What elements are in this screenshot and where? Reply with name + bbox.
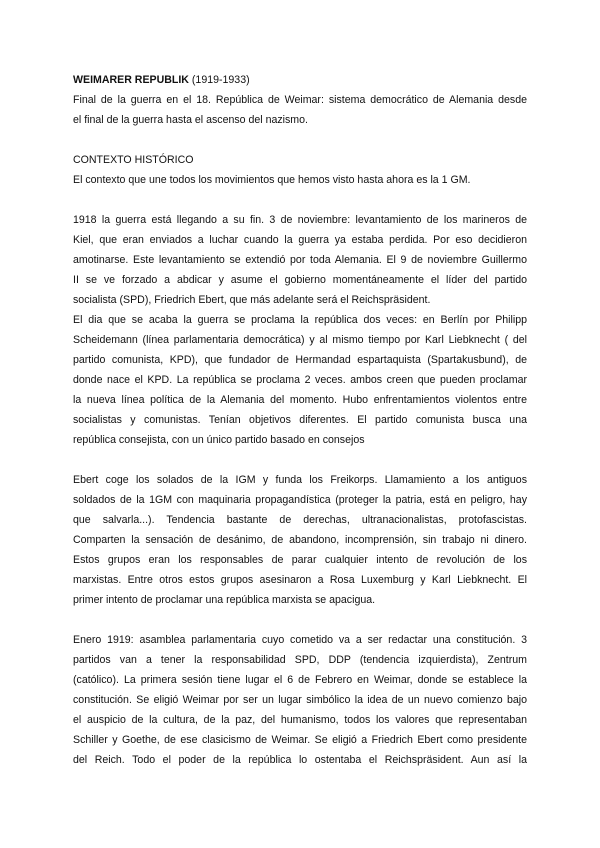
intro-line: Final de la guerra en el 18. República de Weimar: sistema democrático de Alemania desde xyxy=(73,94,527,106)
paragraph-line: (católico). La primera sesión tiene lugar el 6 de Febrero en Weimar, donde se establece la xyxy=(73,674,527,686)
paragraph-line: socialista (SPD), Friedrich Ebert, que más adelante será el Reichspräsident. xyxy=(73,294,431,306)
spacer xyxy=(73,130,527,150)
paragraph-line: socialistas y comunistas. Tenían objetivos diferentes. El partido comunista busca una xyxy=(73,414,527,426)
paragraph-line: Ebert coge los solados de la IGM y funda los Freikorps. Llamamiento a los antiguos xyxy=(73,474,527,486)
paragraph-line: marxistas. Entre otros estos grupos asesinaron a Rosa Luxemburg y Karl Liebknecht. El xyxy=(73,574,527,586)
intro-line: el final de la guerra hasta el ascenso del nazismo. xyxy=(73,114,308,126)
paragraph-line: Enero 1919: asamblea parlamentaria cuyo cometido va a ser redactar una constitución. 3 xyxy=(73,634,527,646)
paragraph-line: soldados de la 1GM con maquinaria propagandística (proteger la patria, está en peligro, hay xyxy=(73,494,527,506)
context-text: El contexto que une todos los movimientos que hemos visto hasta ahora es la 1 GM. xyxy=(73,174,471,186)
section-heading-context: CONTEXTO HISTÓRICO xyxy=(73,154,194,166)
paragraph-line: que salvarla...). Tendencia bastante de derechas, ultranacionalistas, protofascistas. xyxy=(73,514,527,526)
paragraph-line: partidos van a tener la responsabilidad SPD, DDP (tendencia izquierdista), Zentrum xyxy=(73,654,527,666)
paragraph-line: constitución. Se eligió Weimar por ser un lugar simbólico la idea de un nuevo comienzo bajo xyxy=(73,694,527,706)
spacer xyxy=(73,450,527,470)
title-years: (1919-1933) xyxy=(191,74,250,86)
paragraph-line: Schiller y Goethe, de ese clasicismo de Weimar. Se eligió a Friedrich Ebert como presidente xyxy=(73,734,527,746)
document-title xyxy=(73,70,527,90)
paragraph-line: Scheidemann (línea parlamentaria democrática) y al mismo tiempo por Karl Liebknecht ( del xyxy=(73,334,527,346)
paragraph-line: donde nace el KPD. La república se proclama 2 veces. ambos creen que pueden proclamar xyxy=(73,374,527,386)
paragraph-line: primer intento de proclamar una república marxista se apacigua. xyxy=(73,594,376,606)
paragraph-line: del Reich. Todo el poder de la república lo ostentaba el Reichspräsident. Aun así la xyxy=(73,754,527,766)
title-heading: WEIMARER REPUBLIK xyxy=(73,74,189,86)
paragraph-line: el auspicio de la cultura, de la paz, del humanismo, todos los valores que representaban xyxy=(73,714,527,726)
paragraph-line: Comparten la sensación de desánimo, de abandono, incomprensión, sin trabajo ni dinero. xyxy=(73,534,527,546)
paragraph-line: Estos grupos eran los responsables de parar cualquier intento de revolución de los xyxy=(73,554,527,566)
paragraph-line: amotinarse. Este levantamiento se extendió por toda Alemania. El 9 de noviembre Guillermo xyxy=(73,254,527,266)
paragraph-2 xyxy=(73,470,527,610)
paragraph-line: la nueva línea política de la Alemania del momento. Hubo enfrentamientos violentos entre xyxy=(73,394,527,406)
paragraph-1 xyxy=(73,210,527,450)
paragraph-line: república consejista, con un único partido basado en consejos xyxy=(73,434,365,446)
paragraph-line: El dia que se acaba la guerra se proclama la república dos veces: en Berlín por Philipp xyxy=(73,314,527,326)
spacer xyxy=(73,610,527,630)
paragraph-line: Kiel, que eran enviados a luchar cuando la guerra ya estaba perdida. Por eso decidieron xyxy=(73,234,527,246)
paragraph-line: partido comunista, KPD), que fundador de Hermandad espartaquista (Spartakusbund), de xyxy=(73,354,527,366)
paragraph-3 xyxy=(73,630,527,770)
spacer xyxy=(73,190,527,210)
paragraph-line: 1918 la guerra está llegando a su fin. 3 de noviembre: levantamiento de los marineros de xyxy=(73,214,527,226)
paragraph-line: II se ve forzado a abdicar y asume el gobierno momentáneamente el líder del partido xyxy=(73,274,527,286)
